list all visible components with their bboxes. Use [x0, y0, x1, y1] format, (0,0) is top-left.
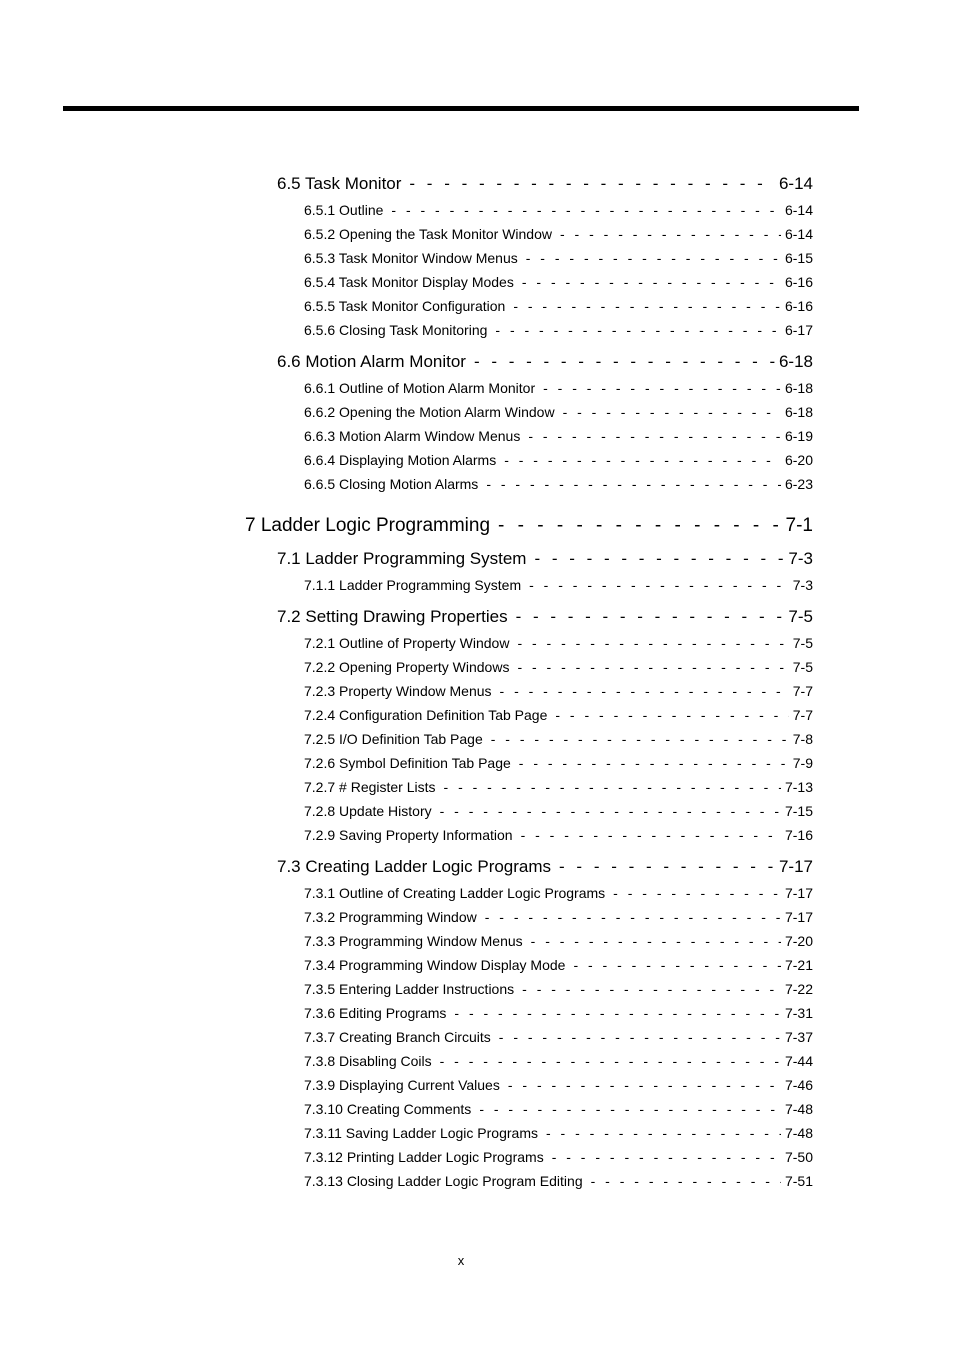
toc-page: 7-17: [784, 885, 813, 901]
toc-subsection[interactable]: [304, 803, 813, 819]
toc-subsection[interactable]: [304, 779, 813, 795]
toc-page: 7-50: [784, 1149, 813, 1165]
toc-page: 7-48: [784, 1101, 813, 1117]
toc-page: 6-16: [784, 298, 813, 314]
toc-title: 7.2.5 I/O Definition Tab Page: [304, 731, 483, 747]
toc-subsection[interactable]: [304, 202, 813, 218]
toc-title: 6.5.6 Closing Task Monitoring: [304, 322, 488, 338]
toc-section[interactable]: [277, 174, 813, 194]
toc-title: 7.2.8 Update History: [304, 803, 432, 819]
dot-leader: [513, 298, 781, 314]
toc-title: 7.3.6 Editing Programs: [304, 1005, 447, 1021]
toc-page: 7-20: [784, 933, 813, 949]
dot-leader: [522, 274, 781, 290]
dot-leader: [531, 933, 781, 949]
dot-leader: [560, 226, 781, 242]
dot-leader: [522, 981, 781, 997]
dot-leader: [528, 428, 781, 444]
toc-title: 6.5.4 Task Monitor Display Modes: [304, 274, 514, 290]
dot-leader: [543, 380, 781, 396]
toc-page: 7-5: [788, 607, 813, 626]
dot-leader: [495, 322, 781, 338]
dot-leader: [491, 731, 789, 747]
dot-leader: [391, 202, 781, 218]
dot-leader: [500, 683, 789, 699]
toc-page: 7-46: [784, 1077, 813, 1093]
toc-title: 7.3.13 Closing Ladder Logic Program Editing: [304, 1173, 583, 1189]
toc-title: 7.3.4 Programming Window Display Mode: [304, 957, 566, 973]
toc-title: 6.5.5 Task Monitor Configuration: [304, 298, 506, 314]
toc-page: 7-7: [792, 707, 813, 723]
dot-leader: [591, 1173, 781, 1189]
toc-page: 7-31: [784, 1005, 813, 1021]
dot-leader: [485, 909, 781, 925]
toc-title: 7.3.8 Disabling Coils: [304, 1053, 432, 1069]
toc-title: 7.3.1 Outline of Creating Ladder Logic Programs: [304, 885, 606, 901]
toc-page: 6-14: [778, 174, 813, 193]
toc-title: 7.2.3 Property Window Menus: [304, 683, 492, 699]
toc-page: 7-17: [784, 909, 813, 925]
toc-section[interactable]: [277, 607, 813, 627]
toc-page: 6-14: [784, 202, 813, 218]
toc-title: 7.2.1 Outline of Property Window: [304, 635, 510, 651]
toc-page: 7-13: [784, 779, 813, 795]
dot-leader: [440, 803, 781, 819]
toc-subsection[interactable]: [304, 380, 813, 396]
toc-subsection[interactable]: [304, 577, 813, 593]
toc-page: 6-20: [784, 452, 813, 468]
toc-page: 7-9: [792, 755, 813, 771]
dot-leader: [552, 1149, 781, 1165]
toc-title: 7.1 Ladder Programming System: [277, 549, 527, 568]
dot-leader: [517, 659, 788, 675]
toc-chapter[interactable]: [245, 515, 813, 537]
toc-subsection[interactable]: [304, 298, 813, 314]
dot-leader: [559, 857, 775, 877]
toc-title: 7.2.4 Configuration Definition Tab Page: [304, 707, 548, 723]
toc-subsection[interactable]: [304, 1053, 813, 1069]
dot-leader: [486, 476, 781, 492]
toc-section[interactable]: [277, 857, 813, 877]
toc-title: 7.3.5 Entering Ladder Instructions: [304, 981, 515, 997]
toc-page: 7-51: [784, 1173, 813, 1189]
toc-subsection[interactable]: [304, 428, 813, 444]
dot-leader: [563, 404, 781, 420]
toc-title: 6.6.4 Displaying Motion Alarms: [304, 452, 497, 468]
toc-subsection[interactable]: [304, 957, 813, 973]
toc-subsection[interactable]: [304, 1005, 813, 1021]
toc-subsection[interactable]: [304, 981, 813, 997]
toc-title: 7.3.7 Creating Branch Circuits: [304, 1029, 491, 1045]
toc-subsection[interactable]: [304, 731, 813, 747]
toc-title: 7.3.10 Creating Comments: [304, 1101, 472, 1117]
toc-subsection[interactable]: [304, 274, 813, 290]
toc-page: 7-44: [784, 1053, 813, 1069]
toc-page: 6-18: [784, 380, 813, 396]
toc-subsection[interactable]: [304, 476, 813, 492]
toc-subsection[interactable]: [304, 885, 813, 901]
page-number: x: [457, 1253, 465, 1268]
toc-title: 6.6.3 Motion Alarm Window Menus: [304, 428, 521, 444]
dot-leader: [521, 827, 781, 843]
dot-leader: [555, 707, 788, 723]
toc-subsection[interactable]: [304, 659, 813, 675]
dot-leader: [498, 515, 782, 537]
toc-page: 7-1: [785, 515, 813, 536]
toc-section[interactable]: [277, 352, 813, 372]
toc-title: 6.6.2 Opening the Motion Alarm Window: [304, 404, 555, 420]
dot-leader: [613, 885, 781, 901]
dot-leader: [529, 577, 789, 593]
toc-title: 6.5.2 Opening the Task Monitor Window: [304, 226, 552, 242]
toc-title: 6.5.1 Outline: [304, 202, 384, 218]
toc-title: 6.5 Task Monitor: [277, 174, 402, 193]
toc-page: 7-22: [784, 981, 813, 997]
toc-subsection[interactable]: [304, 404, 813, 420]
toc-page: 7-8: [792, 731, 813, 747]
toc-page: 6-18: [778, 352, 813, 371]
toc-page: 7-37: [784, 1029, 813, 1045]
toc-subsection[interactable]: [304, 322, 813, 338]
toc-title: 7.2.2 Opening Property Windows: [304, 659, 510, 675]
toc-title: 7.1.1 Ladder Programming System: [304, 577, 522, 593]
toc-page: 7-5: [792, 659, 813, 675]
toc-subsection[interactable]: [304, 755, 813, 771]
toc-title: 6.5.3 Task Monitor Window Menus: [304, 250, 518, 266]
dot-leader: [526, 250, 781, 266]
toc-page: 7-17: [778, 857, 813, 876]
toc-subsection[interactable]: [304, 1101, 813, 1117]
toc-subsection[interactable]: [304, 635, 813, 651]
toc-page: 6-15: [784, 250, 813, 266]
dot-leader: [573, 957, 781, 973]
toc-title: 7.3.2 Programming Window: [304, 909, 477, 925]
toc-page: 6-16: [784, 274, 813, 290]
toc-page: 6-18: [784, 404, 813, 420]
toc-page: 7-5: [792, 635, 813, 651]
toc-subsection[interactable]: [304, 683, 813, 699]
dot-leader: [479, 1101, 781, 1117]
toc-page: 7-3: [788, 549, 813, 568]
toc-title: 6.6.5 Closing Motion Alarms: [304, 476, 479, 492]
toc-title: 7.3.3 Programming Window Menus: [304, 933, 523, 949]
toc-subsection[interactable]: [304, 226, 813, 242]
toc-page: 7-16: [784, 827, 813, 843]
toc-page: 6-14: [784, 226, 813, 242]
toc-title: 7.2.9 Saving Property Information: [304, 827, 513, 843]
toc-title: 7.2 Setting Drawing Properties: [277, 607, 508, 626]
dot-leader: [440, 1053, 781, 1069]
toc-title: 6.6.1 Outline of Motion Alarm Monitor: [304, 380, 536, 396]
dot-leader: [516, 607, 785, 627]
toc-title: 7.2.7 # Register Lists: [304, 779, 436, 795]
dot-leader: [409, 174, 775, 194]
toc-title: 6.6 Motion Alarm Monitor: [277, 352, 466, 371]
toc-subsection[interactable]: [304, 250, 813, 266]
dot-leader: [534, 549, 784, 569]
toc-subsection[interactable]: [304, 827, 813, 843]
toc-subsection[interactable]: [304, 707, 813, 723]
toc-page: 6-17: [784, 322, 813, 338]
toc-subsection[interactable]: [304, 1029, 813, 1045]
dot-leader: [508, 1077, 781, 1093]
toc-page: 7-21: [784, 957, 813, 973]
toc-subsection[interactable]: [304, 933, 813, 949]
toc-page: 7-48: [784, 1125, 813, 1141]
toc-title: 7 Ladder Logic Programming: [245, 515, 491, 536]
toc-subsection[interactable]: [304, 1173, 813, 1189]
dot-leader: [499, 1029, 781, 1045]
toc-page: 7-7: [792, 683, 813, 699]
toc-page: 7-3: [792, 577, 813, 593]
toc-page: 6-19: [784, 428, 813, 444]
dot-leader: [546, 1125, 781, 1141]
dot-leader: [444, 779, 781, 795]
toc-title: 7.3.9 Displaying Current Values: [304, 1077, 500, 1093]
toc-title: 7.3.11 Saving Ladder Logic Programs: [304, 1125, 538, 1141]
dot-leader: [504, 452, 781, 468]
dot-leader: [454, 1005, 781, 1021]
toc-title: 7.3.12 Printing Ladder Logic Programs: [304, 1149, 544, 1165]
toc-subsection[interactable]: [304, 909, 813, 925]
toc-subsection[interactable]: [304, 1125, 813, 1141]
toc-title: 7.2.6 Symbol Definition Tab Page: [304, 755, 511, 771]
toc-subsection[interactable]: [304, 452, 813, 468]
toc-title: 7.3 Creating Ladder Logic Programs: [277, 857, 552, 876]
toc-page: 6-23: [784, 476, 813, 492]
toc-subsection[interactable]: [304, 1077, 813, 1093]
toc-subsection[interactable]: [304, 1149, 813, 1165]
dot-leader: [474, 352, 775, 372]
dot-leader: [519, 755, 789, 771]
toc-page: 7-15: [784, 803, 813, 819]
toc-section[interactable]: [277, 549, 813, 569]
dot-leader: [517, 635, 788, 651]
